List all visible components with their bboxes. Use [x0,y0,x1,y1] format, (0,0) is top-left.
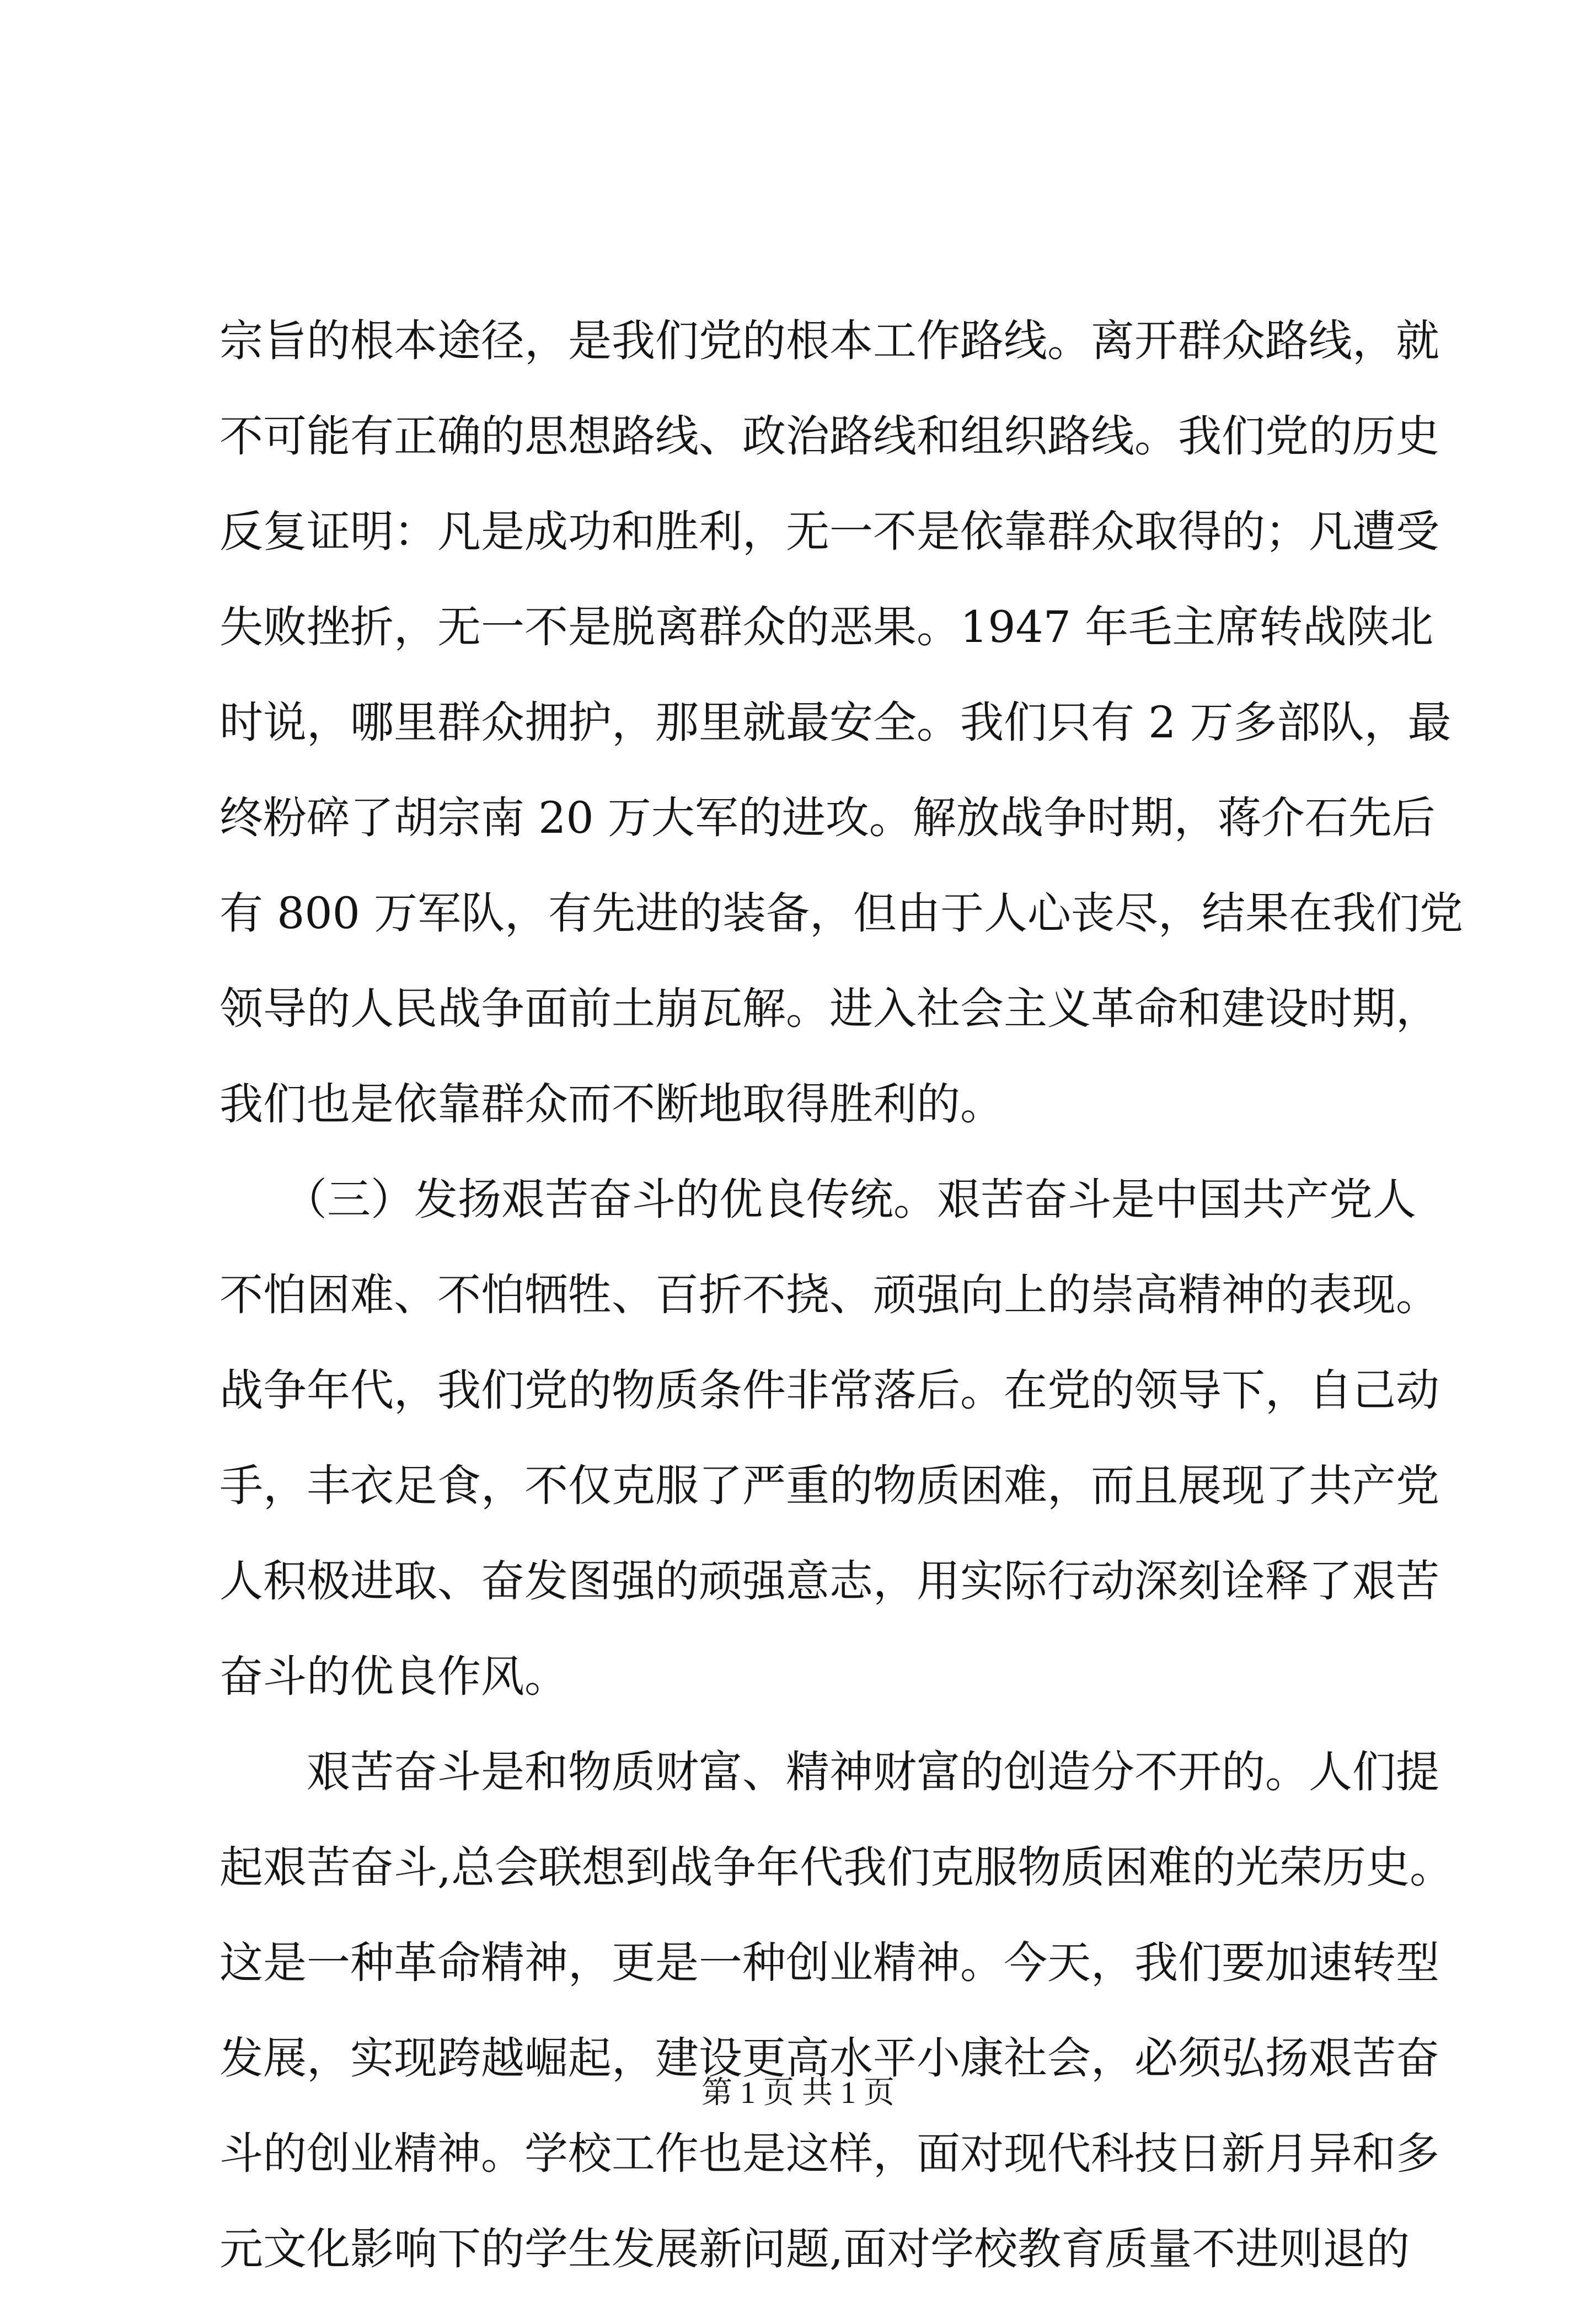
text-line: 时说，哪里群众拥护，那里就最安全。我们只有 2 万多部队，最 [219,697,1452,748]
text-line: 起艰苦奋斗,总会联想到战争年代我们克服物质困难的光荣历史。 [219,1842,1454,1893]
text-line: 战争年代，我们党的物质条件非常落后。在党的领导下，自己动 [219,1365,1439,1416]
text-line: 人积极进取、奋发图强的顽强意志，用实际行动深刻诠释了艰苦 [219,1556,1439,1607]
text-line: 不可能有正确的思想路线、政治路线和组织路线。我们党的历史 [219,411,1439,462]
paragraph-first-line: 艰苦奋斗是和物质财富、精神财富的创造分不开的。人们提 [307,1747,1439,1797]
text-line: 发展，实现跨越崛起，建设更高水平小康社会，必须弘扬艰苦奋 [219,2033,1439,2084]
text-line: 终粉碎了胡宗南 20 万大军的进攻。解放战争时期，蒋介石先后 [219,793,1436,843]
text-line: 不怕困难、不怕牺牲、百折不挠、顽强向上的崇高精神的表现。 [219,1270,1439,1320]
text-line: 斗的创业精神。学校工作也是这样，面对现代科技日新月异和多 [219,2128,1439,2179]
page-number-footer: 第 1 页 共 1 页 [701,2076,895,2110]
text-line: 手，丰衣足食，不仅克服了严重的物质困难，而且展现了共产党 [219,1460,1439,1511]
text-line: 宗旨的根本途径，是我们党的根本工作路线。离开群众路线，就 [219,315,1439,366]
text-line: 奋斗的优良作风。 [219,1651,568,1702]
text-line: 我们也是依靠群众而不断地取得胜利的。 [219,1079,1004,1129]
text-line: 反复证明：凡是成功和胜利，无一不是依靠群众取得的；凡遭受 [219,506,1439,557]
text-line: 元文化影响下的学生发展新问题,面对学校教育质量不进则退的 [219,2224,1410,2274]
text-line: 失败挫折，无一不是脱离群众的恶果。1947 年毛主席转战陕北 [219,602,1434,652]
paragraph-first-line: （三）发扬艰苦奋斗的优良传统。艰苦奋斗是中国共产党人 [283,1174,1416,1225]
text-line: 领导的人民战争面前土崩瓦解。进入社会主义革命和建设时期， [219,983,1439,1034]
text-line: 这是一种革命精神，更是一种创业精神。今天，我们要加速转型 [219,1937,1439,1988]
text-line: 有 800 万军队，有先进的装备，但由于人心丧尽，结果在我们党 [219,888,1464,939]
document-body [219,293,1464,2297]
